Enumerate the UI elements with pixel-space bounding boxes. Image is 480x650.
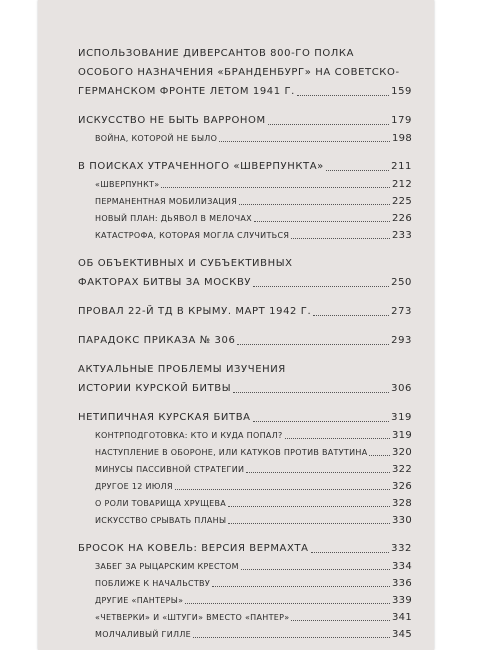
dot-leader — [297, 94, 389, 96]
toc-entry-sub[interactable] — [78, 592, 412, 609]
page-number: 319 — [391, 412, 412, 423]
toc-entry-title: ПРОВАЛ 22-Й ТД В КРЫМУ. МАРТ 1942 Г. — [78, 306, 312, 317]
toc-entry-title: НАСТУПЛЕНИЕ В ОБОРОНЕ, ИЛИ КАТУКОВ ПРОТИВ ВАТУТИНА — [95, 448, 368, 457]
toc-entry-sub[interactable] — [78, 558, 412, 575]
toc-entry-title: ВОЙНА, КОТОРОЙ НЕ БЫЛО — [95, 134, 218, 143]
toc-entry-major[interactable] — [78, 408, 412, 427]
section-gap — [78, 398, 412, 408]
toc-entry-sub[interactable] — [78, 227, 412, 244]
page-number: 330 — [392, 515, 412, 526]
toc-entry-sub[interactable] — [78, 193, 412, 210]
dot-leader — [246, 471, 390, 473]
page-number: 328 — [392, 498, 412, 509]
section-gap — [78, 529, 412, 539]
dot-leader — [212, 585, 390, 587]
toc-entry-sub[interactable] — [78, 512, 412, 529]
page-number: 211 — [391, 161, 412, 172]
toc-entry-title: ИСТОРИИ КУРСКОЙ БИТВЫ — [78, 383, 232, 394]
dot-leader — [228, 522, 390, 524]
toc-entry-major[interactable] — [78, 111, 412, 130]
toc-entry-major[interactable] — [78, 360, 412, 398]
toc-entry-sub[interactable] — [78, 427, 412, 444]
toc-entry-title: ПОБЛИЖЕ К НАЧАЛЬСТВУ — [95, 579, 211, 588]
page-number: 341 — [392, 612, 412, 623]
page-number: 293 — [391, 335, 412, 346]
page-number: 225 — [392, 196, 412, 207]
page-number: 332 — [391, 543, 412, 554]
toc-entry-title: ИСПОЛЬЗОВАНИЕ ДИВЕРСАНТОВ 800-ГО ПОЛКА — [78, 48, 355, 59]
page-number: 345 — [392, 629, 412, 640]
dot-leader — [219, 140, 390, 142]
toc-entry-title: ЗАБЕГ ЗА РЫЦАРСКИМ КРЕСТОМ — [95, 562, 239, 571]
toc-entry-title: В ПОИСКАХ УТРАЧЕННОГО «ШВЕРПУНКТА» — [78, 161, 324, 172]
toc-entry-major[interactable] — [78, 254, 412, 292]
toc-entry-title: КОНТРПОДГОТОВКА: КТО И КУДА ПОПАЛ? — [95, 431, 283, 440]
dot-leader — [313, 314, 389, 316]
toc-entry-sub[interactable] — [78, 210, 412, 227]
section-gap — [78, 292, 412, 302]
toc-entry-title: ПАРАДОКС ПРИКАЗА № 306 — [78, 335, 236, 346]
toc-entry-title: ОСОБОГО НАЗНАЧЕНИЯ «БРАНДЕНБУРГ» НА СОВЕТСКО- — [78, 67, 400, 78]
toc-entry-title: НОВЫЙ ПЛАН: ДЬЯВОЛ В МЕЛОЧАХ — [95, 214, 252, 223]
toc-entry-title: «ШВЕРПУНКТ» — [95, 180, 160, 189]
dot-leader — [268, 123, 389, 125]
toc-entry-major[interactable] — [78, 331, 412, 350]
page-number: 233 — [392, 230, 412, 241]
toc-entry-title: ФАКТОРАХ БИТВЫ ЗА МОСКВУ — [78, 277, 252, 288]
toc-entry-sub[interactable] — [78, 609, 412, 626]
toc-entry-title: КАТАСТРОФА, КОТОРАЯ МОГЛА СЛУЧИТЬСЯ — [95, 231, 290, 240]
dot-leader — [326, 169, 389, 171]
toc-entry-major[interactable] — [78, 302, 412, 321]
page-number: 212 — [392, 179, 412, 190]
toc-entry-title: О РОЛИ ТОВАРИЩА ХРУЩЕВА — [95, 499, 227, 508]
section-gap — [78, 321, 412, 331]
toc-entry-sub[interactable] — [78, 444, 412, 461]
dot-leader — [241, 568, 390, 570]
dot-leader — [254, 220, 390, 222]
page-number: 319 — [392, 430, 412, 441]
table-of-contents — [78, 44, 412, 643]
toc-entry-sub[interactable] — [78, 626, 412, 643]
toc-entry-sub[interactable] — [78, 461, 412, 478]
page-number: 273 — [391, 306, 412, 317]
dot-leader — [237, 343, 389, 345]
dot-leader — [193, 636, 390, 638]
page-number: 336 — [392, 578, 412, 589]
dot-leader — [233, 391, 389, 393]
toc-entry-title: «ЧЕТВЕРКИ» И «ШТУГИ» ВМЕСТО «ПАНТЕР» — [95, 613, 290, 622]
toc-entry-title: ОБ ОБЪЕКТИВНЫХ И СУБЪЕКТИВНЫХ — [78, 258, 293, 269]
section-gap — [78, 101, 412, 111]
toc-entry-sub[interactable] — [78, 130, 412, 147]
page-number: 159 — [391, 86, 412, 97]
toc-entry-sub[interactable] — [78, 495, 412, 512]
dot-leader — [311, 551, 390, 553]
dot-leader — [291, 237, 390, 239]
page-number: 320 — [392, 447, 412, 458]
page-number: 326 — [392, 481, 412, 492]
dot-leader — [239, 203, 390, 205]
toc-entry-title: НЕТИПИЧНАЯ КУРСКАЯ БИТВА — [78, 412, 251, 423]
section-gap — [78, 244, 412, 254]
toc-entry-sub[interactable] — [78, 478, 412, 495]
page-number: 250 — [391, 277, 412, 288]
book-page — [38, 0, 434, 650]
toc-entry-sub[interactable] — [78, 575, 412, 592]
toc-entry-major[interactable] — [78, 539, 412, 558]
toc-entry-title: ГЕРМАНСКОМ ФРОНТЕ ЛЕТОМ 1941 Г. — [78, 86, 295, 97]
dot-leader — [285, 437, 390, 439]
page-number: 226 — [392, 213, 412, 224]
toc-entry-title: ДРУГИЕ «ПАНТЕРЫ» — [95, 596, 184, 605]
toc-entry-sub[interactable] — [78, 176, 412, 193]
toc-entry-title: ИСКУССТВО СРЫВАТЬ ПЛАНЫ — [95, 516, 227, 525]
page-number: 306 — [391, 383, 412, 394]
dot-leader — [185, 602, 390, 604]
dot-leader — [253, 420, 390, 422]
page-number: 339 — [392, 595, 412, 606]
toc-entry-title: ПЕРМАНЕНТНАЯ МОБИЛИЗАЦИЯ — [95, 197, 238, 206]
dot-leader — [291, 619, 390, 621]
page-number: 198 — [392, 133, 412, 144]
toc-entry-title: МИНУСЫ ПАССИВНОЙ СТРАТЕГИИ — [95, 465, 245, 474]
toc-entry-major[interactable] — [78, 44, 412, 101]
toc-entry-title: ДРУГОЕ 12 ИЮЛЯ — [95, 482, 173, 491]
page-number: 334 — [392, 561, 412, 572]
dot-leader — [253, 285, 389, 287]
section-gap — [78, 350, 412, 360]
page-number: 322 — [392, 464, 412, 475]
toc-entry-major[interactable] — [78, 157, 412, 176]
dot-leader — [228, 505, 390, 507]
toc-entry-title: БРОСОК НА КОВЕЛЬ: ВЕРСИЯ ВЕРМАХТА — [78, 543, 309, 554]
toc-entry-title: ИСКУССТВО НЕ БЫТЬ ВАРРОНОМ — [78, 115, 266, 126]
toc-entry-title: МОЛЧАЛИВЫЙ ГИЛЛЕ — [95, 630, 191, 639]
dot-leader — [161, 186, 390, 188]
section-gap — [78, 147, 412, 157]
dot-leader — [175, 488, 390, 490]
dot-leader — [369, 454, 390, 456]
toc-entry-title: АКТУАЛЬНЫЕ ПРОБЛЕМЫ ИЗУЧЕНИЯ — [78, 364, 286, 375]
page-number: 179 — [391, 115, 412, 126]
